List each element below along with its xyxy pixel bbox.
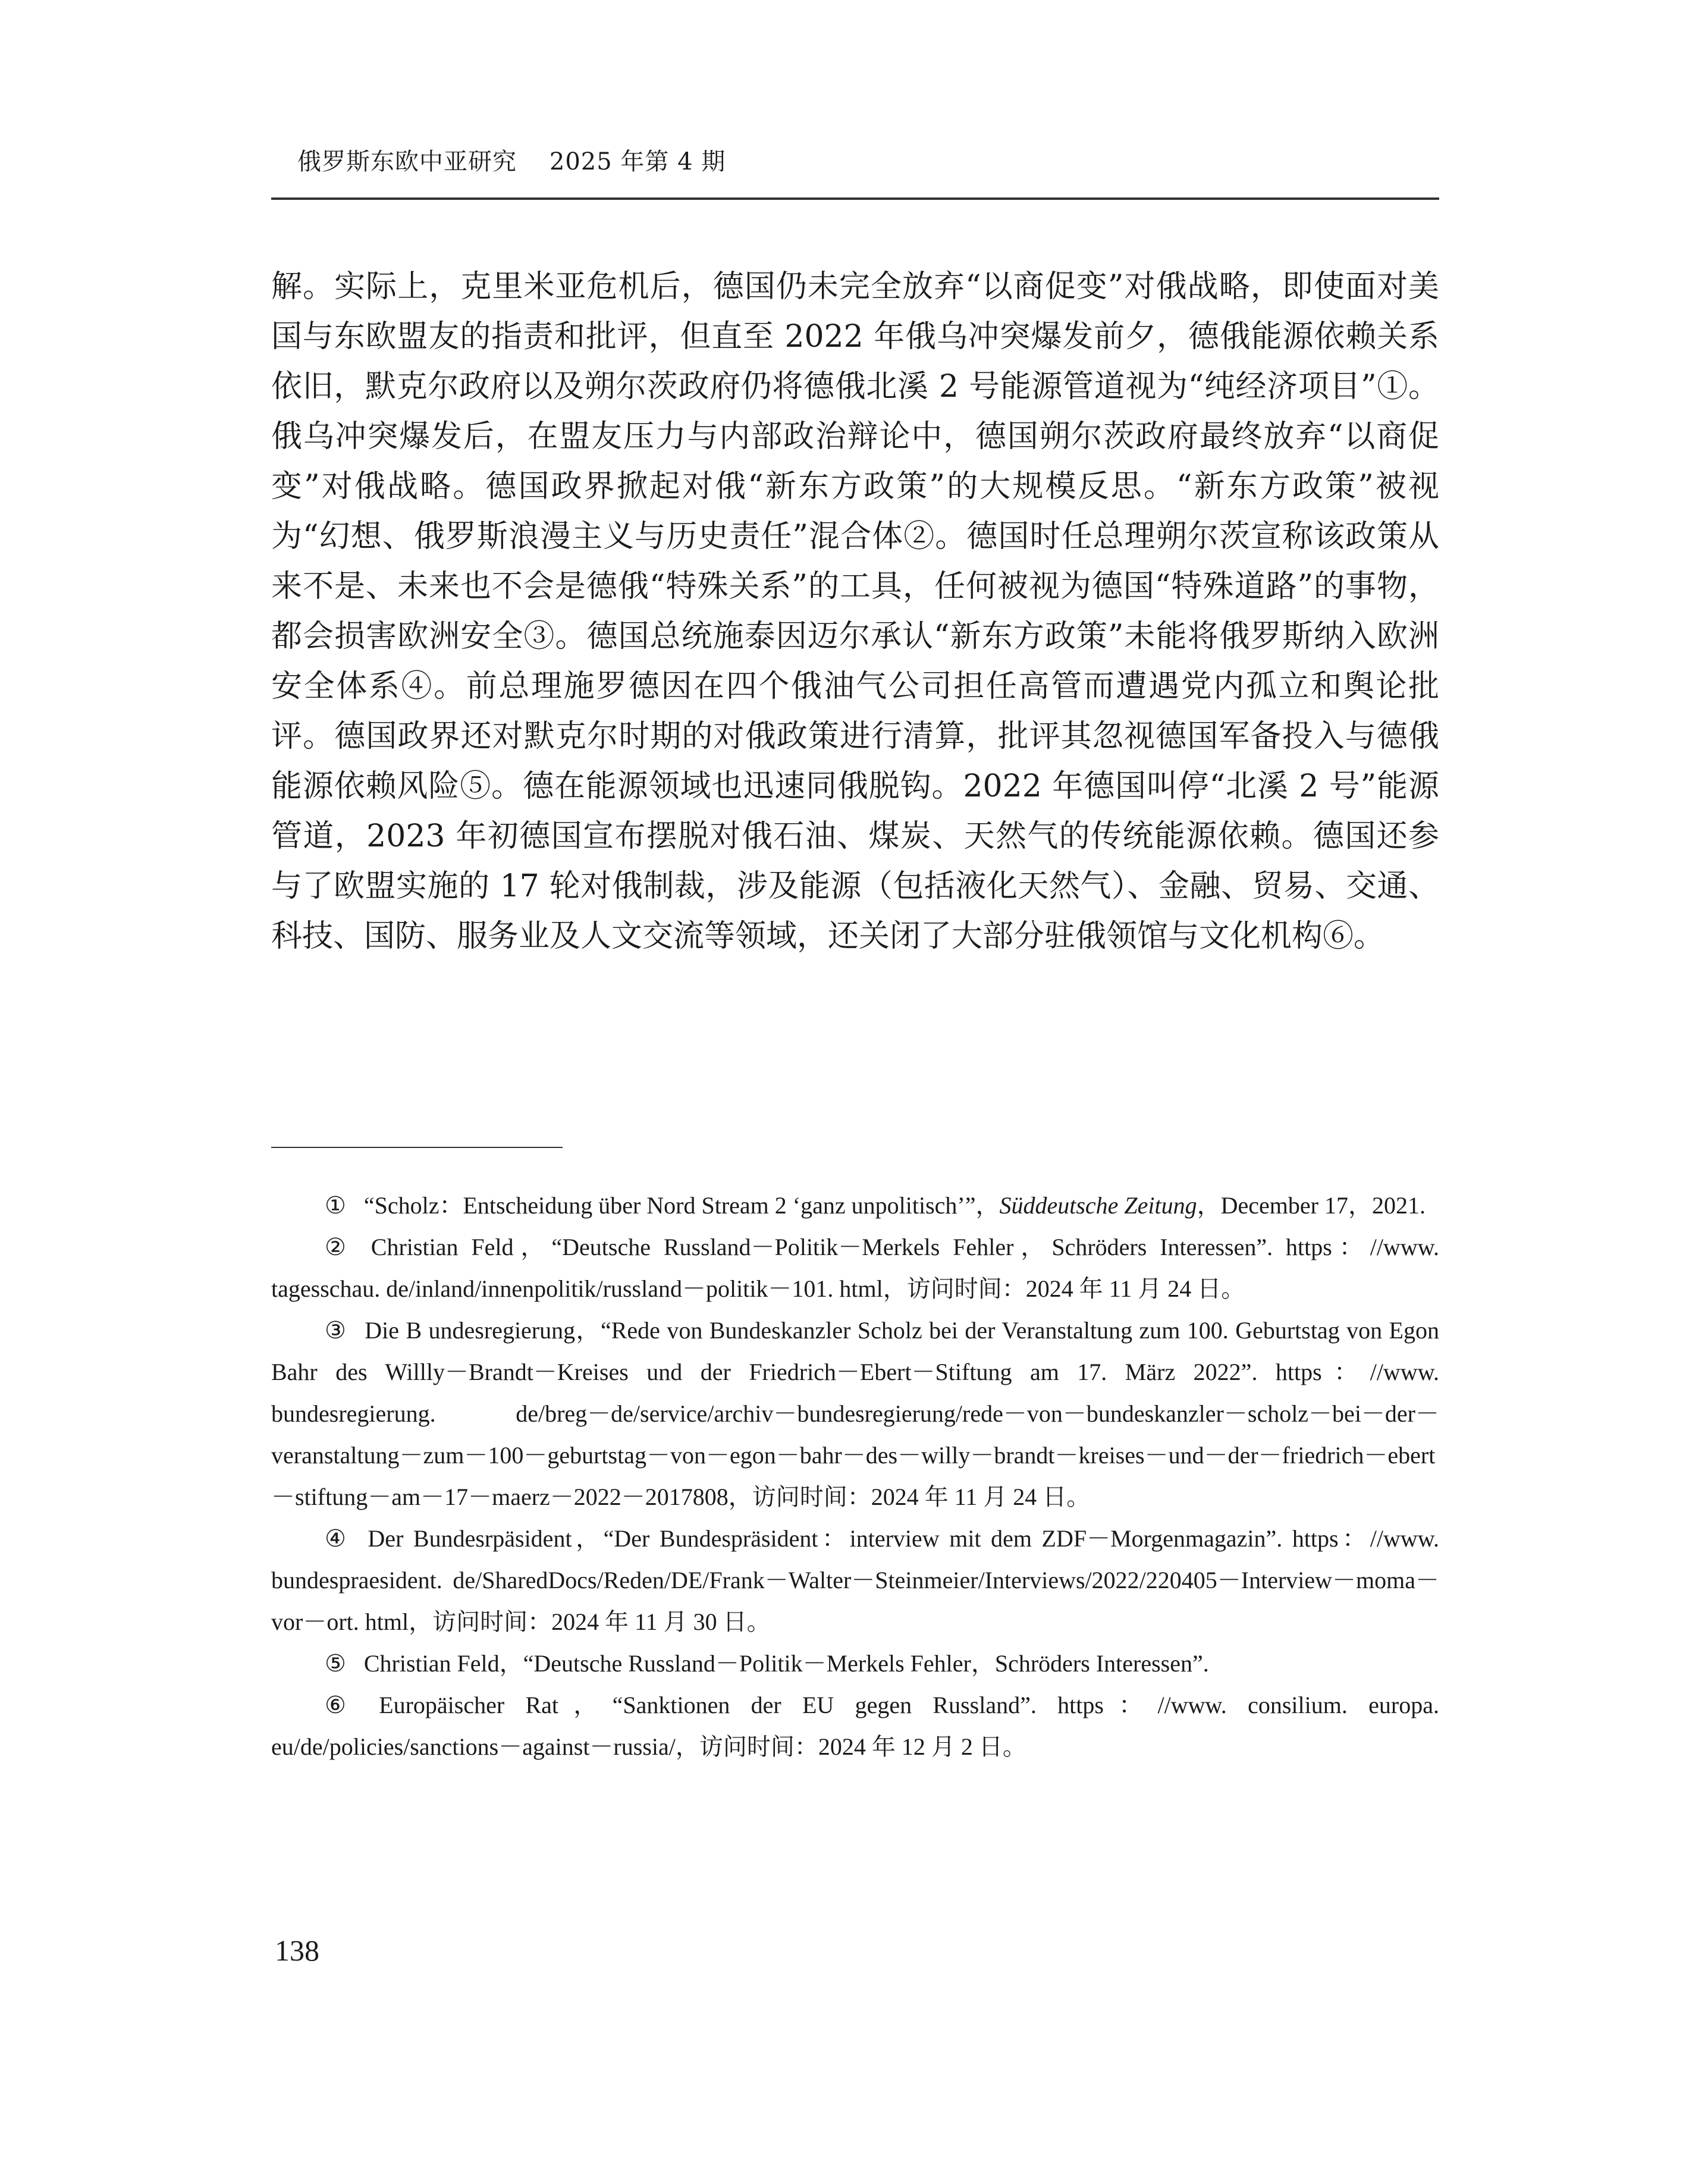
footnote-1 — [271, 1185, 1439, 1227]
footnote-2 — [271, 1227, 1439, 1310]
footnote-number: ② — [325, 1234, 353, 1260]
footnote-separator — [271, 1147, 563, 1148]
header-rule — [271, 197, 1439, 200]
footnote-text: Europäischer Rat，“Sanktionen der EU gegen Russland”. https：//www. consilium. europa. eu/de/policies/sanctions－against－russia/，访问时间：2024 年 12 月 2 日。 — [271, 1692, 1439, 1760]
body-paragraph: 解。实际上，克里米亚危机后，德国仍未完全放弃“以商促变”对俄战略，即使面对美国与东欧盟友的指责和批评，但直至 2022 年俄乌冲突爆发前夕，德俄能源依赖关系依旧，默克尔政府以及朔尔茨政府仍将德俄北溪 2 号能源管道视为“纯经济项目”①。俄乌冲突爆发后，在盟友压力与内部政治辩论中，德国朔尔茨政府最终放弃“以商促变”对俄战略。德国政界掀起对俄“新东方政策”的大规模反思。“新东方政策”被视为“幻想、俄罗斯浪漫主义与历史责任”混合体②。德国时任总理朔尔茨宣称该政策从来不是、未来也不会是德俄“特殊关系”的工具，任何被视为德国“特殊道路”的事物，都会损害欧洲安全③。德国总统施泰因迈尔承认“新东方政策”未能将俄罗斯纳入欧洲安全体系④。前总理施罗德因在四个俄油气公司担任高管而遭遇党内孤立和舆论批评。德国政界还对默克尔时期的对俄政策进行清算，批评其忽视德国军备投入与德俄能源依赖风险⑤。德在能源领域也迅速同俄脱钩。2022 年德国叫停“北溪 2 号”能源管道，2023 年初德国宣布摆脱对俄石油、煤炭、天然气的传统能源依赖。德国还参与了欧盟实施的 17 轮对俄制裁，涉及能源（包括液化天然气）、金融、贸易、交通、科技、国防、服务业及人文交流等领域，还关闭了大部分驻俄领馆与文化机构⑥。 — [271, 269, 1439, 954]
footnote-3 — [271, 1310, 1439, 1518]
journal-title: 俄罗斯东欧中亚研究 — [297, 148, 517, 175]
footnotes — [271, 1185, 1439, 1768]
footnote-number: ③ — [325, 1317, 347, 1344]
footnote-text: Christian Feld，“Deutsche Russland－Politik－Merkels Fehler，Schröders Interessen”. — [363, 1650, 1209, 1677]
footnote-text-tail: ，December 17，2021. — [1197, 1192, 1426, 1219]
publication-title: Süddeutsche Zeitung — [999, 1192, 1197, 1219]
footnote-number: ④ — [325, 1525, 350, 1552]
body-text — [271, 262, 1439, 961]
footnote-4 — [271, 1518, 1439, 1643]
footnote-number: ① — [325, 1192, 346, 1219]
running-header — [297, 143, 726, 177]
footnote-text: Die B undesregierung，“Rede von Bundeskanzler Scholz bei der Veranstaltung zum 100. Geburtstag von Egon Bahr des Willly－Brandt－Kreises und der Friedrich－Ebert－Stiftung am 17. März 2022”. https：//www. bundesregierung. de/breg－de/service/archiv－bundesregierung/rede－von－bundeskanzler－scholz－bei－der－veranstaltung－zum－100－geburtstag－von－egon－bahr－des－willy－brandt－kreises－und－der－friedrich－ebert－stiftung－am－17－maerz－2022－2017808，访问时间：2024 年 11 月 24 日。 — [271, 1317, 1439, 1510]
footnote-6 — [271, 1685, 1439, 1768]
footnote-number: ⑤ — [325, 1650, 346, 1677]
footnote-text: “Scholz：Entscheidung über Nord Stream 2 ‘ganz unpolitisch’”， — [363, 1192, 1000, 1219]
issue-label: 2025 年第 4 期 — [549, 148, 726, 175]
footnote-number: ⑥ — [325, 1692, 362, 1718]
page-number: 138 — [275, 1934, 319, 1967]
footnote-5 — [271, 1643, 1439, 1685]
footnote-text: Christian Feld，“Deutsche Russland－Politik－Merkels Fehler，Schröders Interessen”. https：//www. tagesschau. de/inland/innenpolitik/russland－politik－101. html，访问时间：2024 年 11 月 24 日。 — [271, 1234, 1439, 1302]
footnote-text: Der Bundesrpäsident，“Der Bundespräsident：interview mit dem ZDF－Morgenmagazin”. https：//www. bundespraesident. de/SharedDocs/Reden/DE/Frank－Walter－Steinmeier/Interviews/2022/220405－Interview－moma－vor－ort. html，访问时间：2024 年 11 月 30 日。 — [271, 1525, 1440, 1635]
